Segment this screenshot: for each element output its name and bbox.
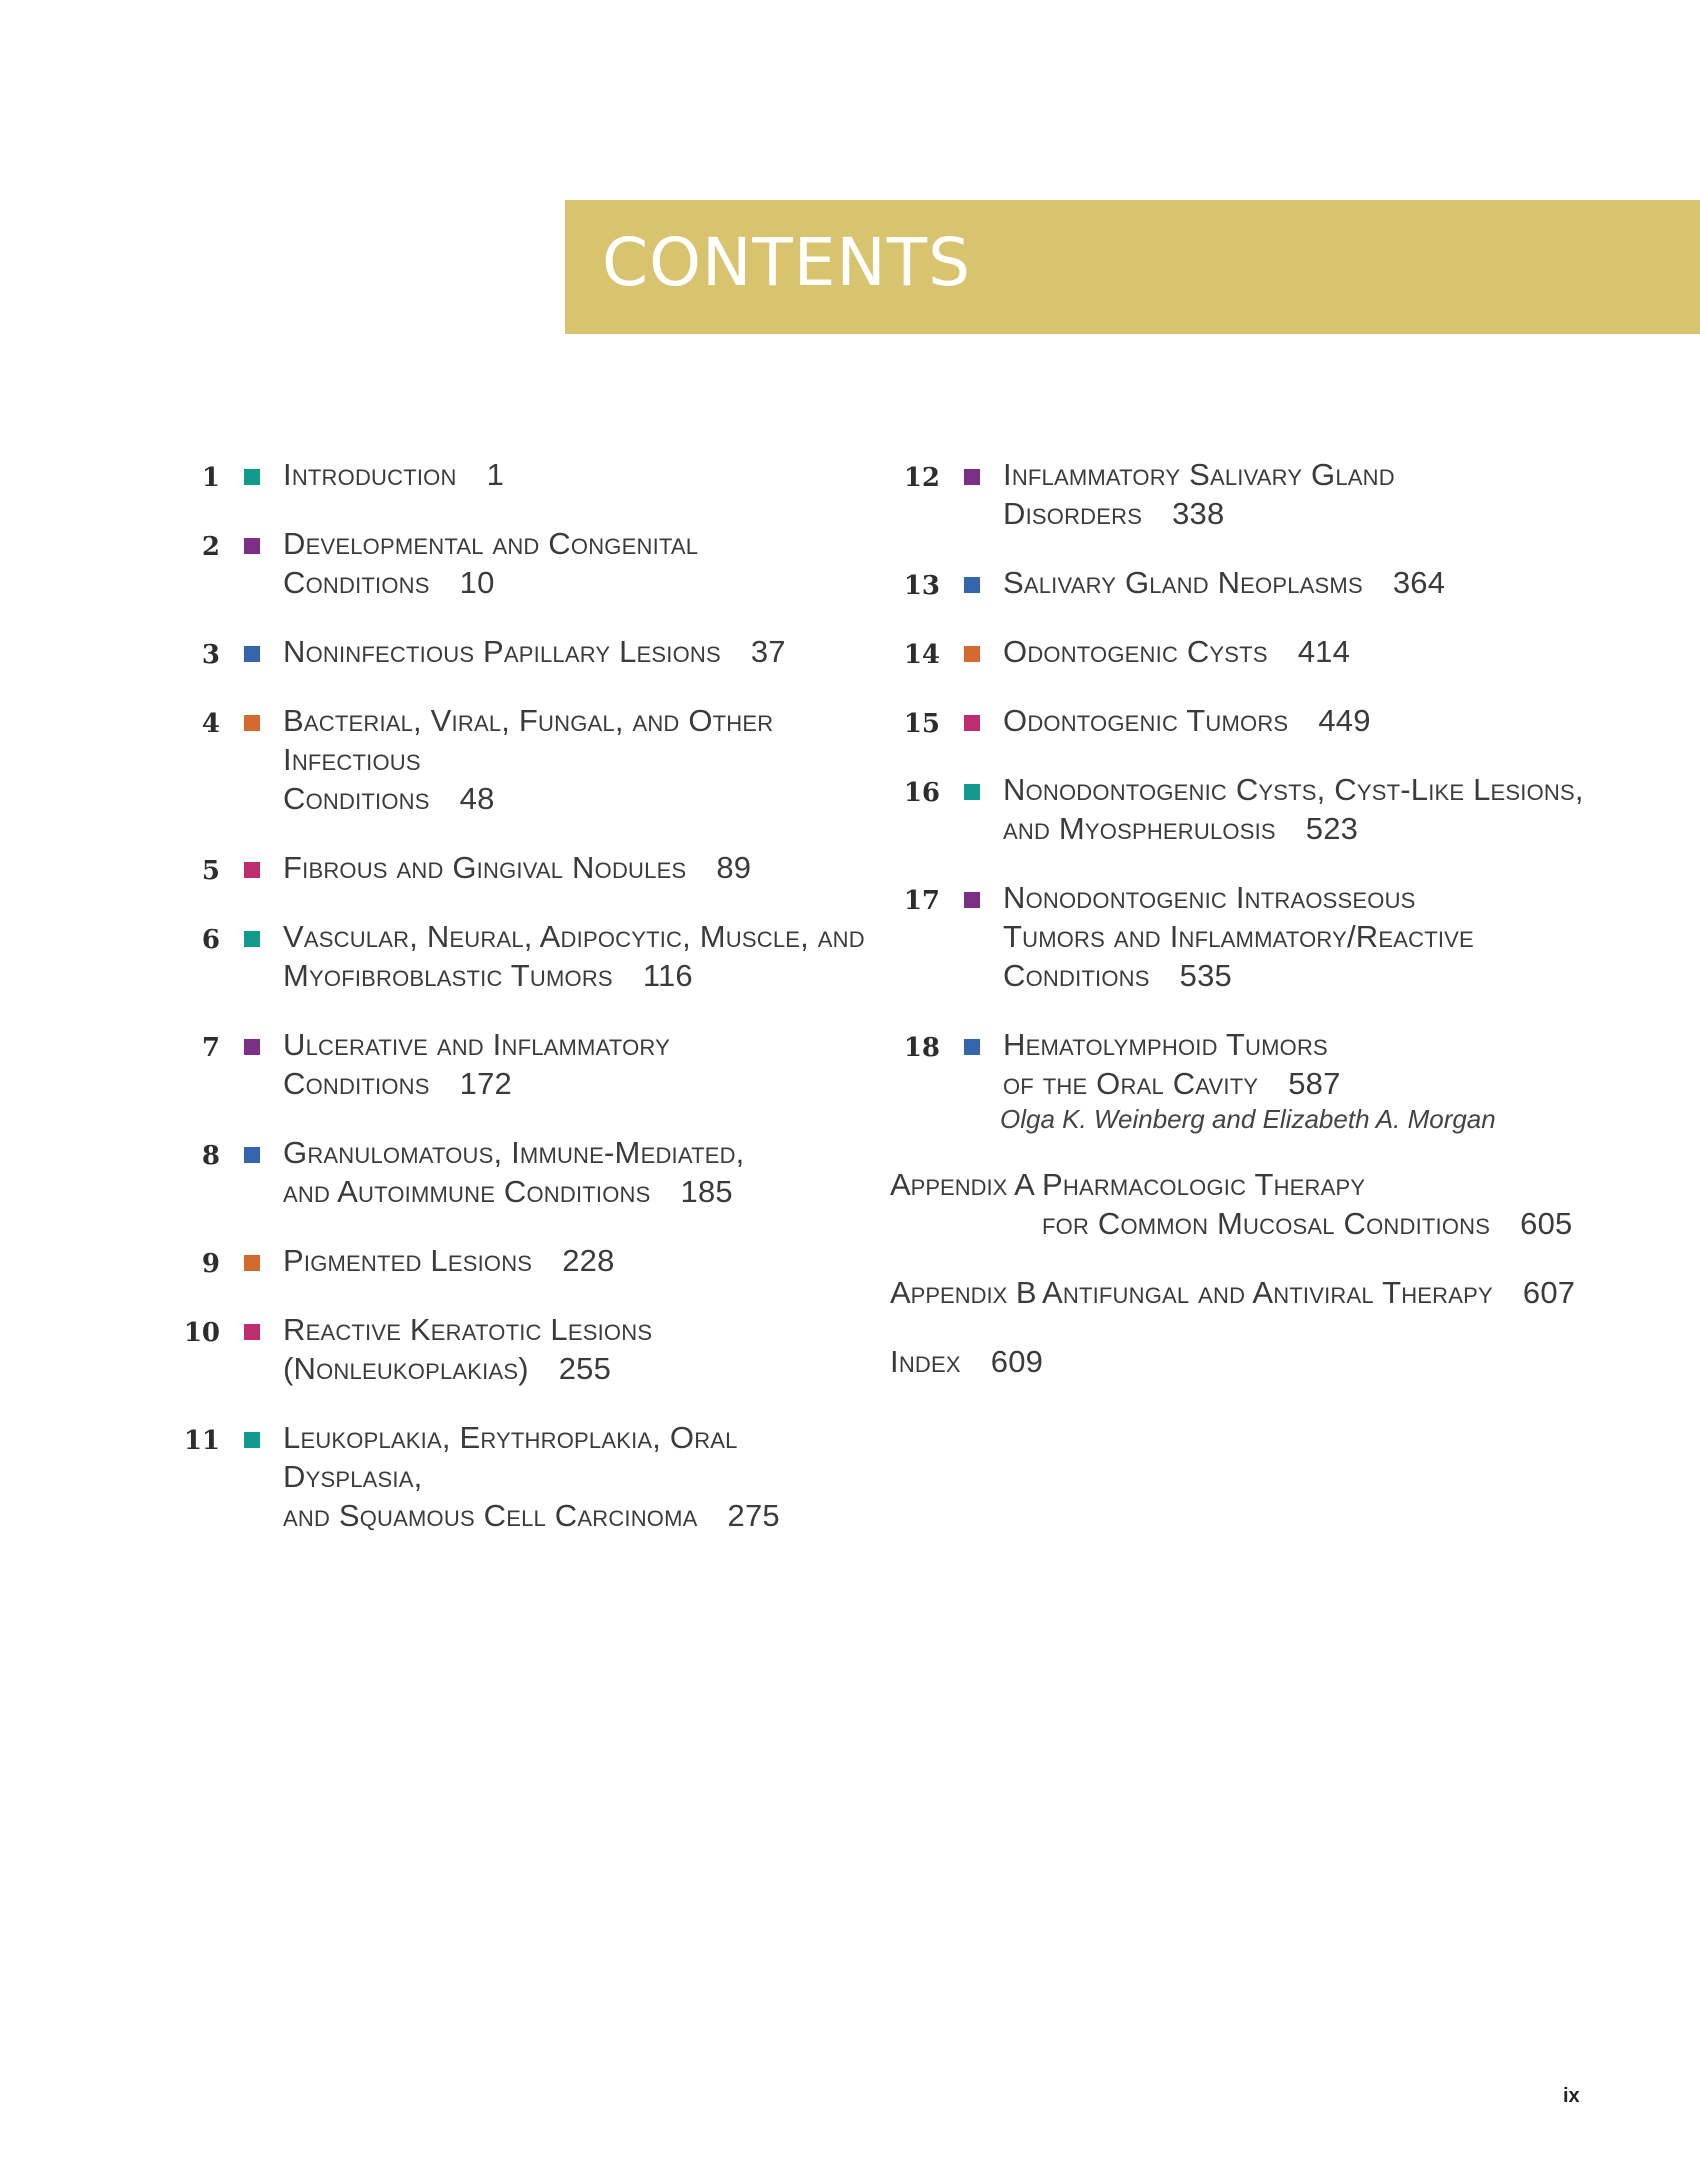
chapter-title-line (283, 701, 870, 779)
chapter-title-line (1003, 770, 1590, 809)
index-page: 609 (990, 1344, 1044, 1379)
chapter-title-text: (Nonleukoplakias) (283, 1351, 529, 1386)
toc-entry[interactable] (890, 878, 1590, 995)
chapter-title-line (1003, 455, 1590, 494)
toc-left-column (170, 455, 870, 1565)
chapter-page-number: 275 (727, 1498, 780, 1533)
toc-entry[interactable] (170, 848, 870, 887)
appendix-title-text: for Common Mucosal Conditions (1042, 1206, 1491, 1241)
index-label: Index (890, 1344, 961, 1379)
chapter-title-line (283, 563, 870, 602)
toc-entry[interactable] (170, 455, 870, 494)
toc-entry[interactable] (890, 1025, 1590, 1135)
chapter-number: 6 (201, 925, 220, 955)
chapter-page-number: 338 (1172, 496, 1225, 531)
chapter-page-number: 37 (750, 634, 786, 669)
chapter-title-text: Ulcerative and Inflammatory (283, 1027, 670, 1062)
chapter-color-square (244, 1432, 260, 1448)
chapter-color-square (964, 577, 980, 593)
chapter-color-square (244, 1147, 260, 1163)
chapter-color-square (244, 1324, 260, 1340)
chapter-color-square (964, 469, 980, 485)
appendix-title-line (1042, 1165, 1590, 1204)
chapter-title-line (1003, 701, 1590, 740)
chapter-page-number: 10 (459, 565, 495, 600)
toc-entry[interactable] (890, 563, 1590, 602)
chapter-title-line (283, 1310, 870, 1349)
toc-entry[interactable] (890, 701, 1590, 740)
chapter-title-line (283, 1349, 870, 1388)
appendix-page-number: 605 (1520, 1206, 1573, 1241)
toc-entry[interactable] (890, 455, 1590, 533)
chapter-number: 2 (201, 532, 220, 562)
chapter-color-square (244, 715, 260, 731)
chapter-title-text: and Myospherulosis (1003, 811, 1276, 846)
appendix-title-line (1042, 1204, 1590, 1243)
toc-entry[interactable] (890, 770, 1590, 848)
chapter-number: 1 (201, 463, 220, 493)
chapter-page-number: 172 (459, 1066, 512, 1101)
chapter-color-square (244, 862, 260, 878)
chapter-title-text: Bacterial, Viral, Fungal, and Other Infectious (283, 703, 774, 777)
chapter-title-text: Leukoplakia, Erythroplakia, Oral Dysplasia, (283, 1420, 738, 1494)
appendix-label: Appendix B (890, 1275, 1037, 1310)
contents-banner (565, 200, 1700, 334)
toc-entry[interactable] (170, 701, 870, 818)
toc-entry[interactable] (170, 917, 870, 995)
chapter-color-square (244, 469, 260, 485)
appendix-entry[interactable] (880, 1165, 1590, 1243)
chapter-color-square (964, 646, 980, 662)
chapter-title-line (1003, 917, 1590, 956)
chapter-title-line (1003, 1025, 1590, 1064)
appendix-title (1042, 1165, 1590, 1243)
chapter-number: 18 (903, 1033, 940, 1063)
chapter-title-text: Pigmented Lesions (283, 1243, 533, 1278)
chapter-number: 9 (201, 1249, 220, 1279)
toc-entry[interactable] (170, 1241, 870, 1280)
toc-entry[interactable] (170, 524, 870, 602)
chapter-title-text: Odontogenic Cysts (1003, 634, 1268, 669)
chapter-title-line (283, 455, 870, 494)
chapter-title-text: Inflammatory Salivary Gland (1003, 457, 1395, 492)
toc-entry[interactable] (170, 1310, 870, 1388)
chapter-title-text: Conditions (283, 565, 430, 600)
chapter-title-line (283, 917, 870, 956)
chapter-title-text: Salivary Gland Neoplasms (1003, 565, 1363, 600)
chapter-title-line (283, 1064, 870, 1103)
chapter-title-text: Conditions (283, 781, 430, 816)
appendix-label: Appendix A (890, 1167, 1035, 1202)
appendix-title-line (1042, 1273, 1590, 1312)
chapter-page-number: 89 (716, 850, 752, 885)
chapter-title-line (283, 1241, 870, 1280)
chapter-page-number: 48 (459, 781, 495, 816)
toc-right-column (890, 455, 1590, 1411)
chapter-number: 13 (903, 571, 940, 601)
chapter-number: 15 (903, 709, 940, 739)
chapter-title-line (283, 1418, 870, 1496)
appendix-list (880, 1165, 1590, 1312)
chapter-title-line (283, 956, 870, 995)
chapter-page-number: 587 (1288, 1066, 1341, 1101)
chapter-title-line (1003, 809, 1590, 848)
chapter-title-text: of the Oral Cavity (1003, 1066, 1259, 1101)
chapter-page-number: 255 (558, 1351, 612, 1386)
chapter-page-number: 414 (1297, 634, 1351, 669)
page-folio: ix (1563, 2085, 1580, 2107)
chapter-page-number: 535 (1179, 958, 1232, 993)
toc-entry[interactable] (170, 1133, 870, 1211)
chapter-title-text: Hematolymphoid Tumors (1003, 1027, 1328, 1062)
chapter-title-line (283, 779, 870, 818)
toc-right-chapters (890, 455, 1590, 1135)
chapter-title-text: Vascular, Neural, Adipocytic, Muscle, and (283, 919, 865, 954)
chapter-title-line (1003, 563, 1590, 602)
chapter-title-line (283, 1172, 870, 1211)
chapter-title-line (1003, 1064, 1590, 1103)
chapter-color-square (964, 784, 980, 800)
chapter-color-square (244, 1039, 260, 1055)
chapter-title-line (283, 1496, 870, 1535)
chapter-number: 7 (201, 1033, 220, 1063)
chapter-number: 14 (903, 640, 940, 670)
chapter-number: 4 (201, 709, 220, 739)
chapter-title-line (1003, 956, 1590, 995)
chapter-title-text: Introduction (283, 457, 457, 492)
chapter-page-number: 185 (680, 1174, 733, 1209)
chapter-page-number: 116 (642, 958, 693, 993)
chapter-number: 10 (183, 1318, 220, 1348)
appendix-entry[interactable] (880, 1273, 1590, 1312)
chapter-title-line (1003, 494, 1590, 533)
chapter-color-square (964, 715, 980, 731)
chapter-title-line (283, 1133, 870, 1172)
chapter-title-text: Nonodontogenic Intraosseous (1003, 880, 1416, 915)
chapter-author: Olga K. Weinberg and Elizabeth A. Morgan (1000, 1104, 1496, 1134)
chapter-title-text: Noninfectious Papillary Lesions (283, 634, 721, 669)
chapter-title-text: Nonodontogenic Cysts, Cyst-Like Lesions, (1003, 772, 1584, 807)
chapter-number: 3 (201, 640, 220, 670)
appendix-page-number: 607 (1522, 1275, 1576, 1310)
appendix-title (1042, 1273, 1590, 1312)
chapter-page-number: 449 (1318, 703, 1371, 738)
chapter-title-line (283, 848, 870, 887)
chapter-title-text: Granulomatous, Immune-Mediated, (283, 1135, 745, 1170)
chapter-page-number: 1 (486, 457, 505, 492)
chapter-page-number: 364 (1392, 565, 1446, 600)
chapter-page-number: 228 (562, 1243, 615, 1278)
chapter-title-line (283, 632, 870, 671)
chapter-number: 17 (903, 886, 940, 916)
toc-entry[interactable] (170, 1418, 870, 1535)
chapter-number: 16 (903, 778, 940, 808)
chapter-number: 11 (183, 1426, 220, 1456)
toc-entry[interactable] (170, 1025, 870, 1103)
chapter-color-square (964, 892, 980, 908)
chapter-title-text: Reactive Keratotic Lesions (283, 1312, 653, 1347)
chapter-number: 12 (903, 463, 940, 493)
appendix-title-text: Antifungal and Antiviral Therapy (1042, 1275, 1493, 1310)
chapter-color-square (244, 931, 260, 947)
page-title: CONTENTS (602, 224, 972, 301)
toc-entry[interactable] (890, 632, 1590, 671)
chapter-title-text: and Autoimmune Conditions (283, 1174, 651, 1209)
chapter-color-square (244, 538, 260, 554)
toc-entry[interactable] (170, 632, 870, 671)
chapter-color-square (244, 1255, 260, 1271)
chapter-title-text: Fibrous and Gingival Nodules (283, 850, 687, 885)
chapter-title-line (1003, 878, 1590, 917)
toc-index-entry[interactable] (890, 1342, 1590, 1381)
chapter-color-square (964, 1039, 980, 1055)
chapter-title-text: Tumors and Inflammatory/Reactive (1003, 919, 1474, 954)
appendix-title-text: Pharmacologic Therapy (1042, 1167, 1366, 1202)
chapter-title-text: Odontogenic Tumors (1003, 703, 1289, 738)
chapter-title-text: Conditions (1003, 958, 1150, 993)
chapter-title-text: and Squamous Cell Carcinoma (283, 1498, 698, 1533)
chapter-title-text: Myofibroblastic Tumors (283, 958, 613, 993)
chapter-title-text: Conditions (283, 1066, 430, 1101)
chapter-title-text: Disorders (1003, 496, 1143, 531)
chapter-title-line (1003, 632, 1590, 671)
chapter-title-line (283, 1025, 870, 1064)
chapter-title-line (283, 524, 870, 563)
chapter-number: 8 (201, 1141, 220, 1171)
chapter-title-text: Developmental and Congenital (283, 526, 699, 561)
chapter-color-square (244, 646, 260, 662)
chapter-page-number: 523 (1305, 811, 1359, 846)
chapter-number: 5 (201, 856, 220, 886)
